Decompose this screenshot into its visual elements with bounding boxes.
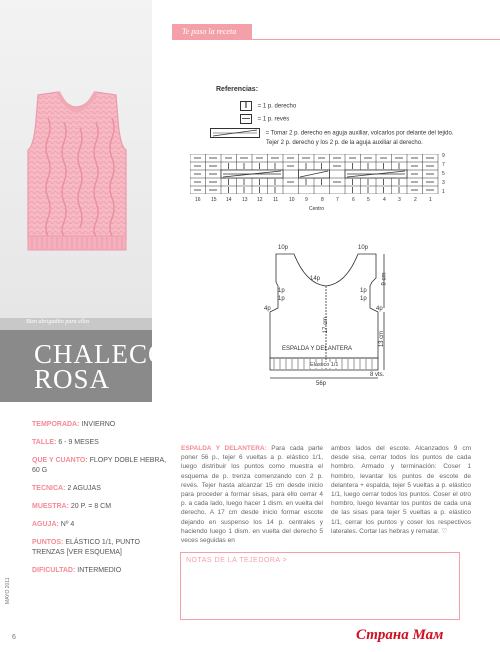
- cable-symbol: [210, 128, 260, 138]
- page-title: [34, 339, 169, 394]
- vest-schematic: [246, 240, 406, 395]
- col-number: 6: [352, 197, 355, 203]
- title-line-1: CHALECO: [34, 339, 169, 369]
- dim-bottom: 56p: [316, 381, 327, 387]
- col-number: 3: [398, 197, 401, 203]
- col-number: 16: [195, 197, 201, 203]
- row-number: 1: [442, 189, 445, 195]
- dim-9cm: 9 cm: [381, 272, 388, 286]
- col-number: 7: [336, 197, 339, 203]
- ref-purl: [240, 114, 289, 124]
- col-number: 13: [242, 197, 248, 203]
- dim-right-4p: 4p: [376, 306, 383, 312]
- section-tab: Te paso la receta: [172, 24, 252, 40]
- row-number: 3: [442, 180, 445, 186]
- instructions-lead: ESPALDA Y DELANTERA:: [181, 445, 267, 452]
- stitch-chart: [190, 154, 440, 199]
- col-number: 10: [289, 197, 295, 203]
- col-number: 8: [321, 197, 324, 203]
- col-number: 11: [273, 197, 279, 203]
- row-number: 5: [442, 171, 445, 177]
- knit-symbol: I: [240, 101, 252, 111]
- spec-materiales: QUE Y CUANTO: FLOPY DOBLE HEBRA, 60 G: [32, 457, 167, 474]
- dim-left-1p-a: 1p: [278, 288, 285, 294]
- spec-tecnica: TECNICA: 2 AGUJAS: [32, 485, 101, 492]
- spec-aguja: AGUJA: Nº 4: [32, 521, 75, 528]
- vest-photo: [0, 0, 152, 325]
- dim-neck: 14p: [310, 276, 321, 282]
- col-number: 15: [211, 197, 217, 203]
- col-number: 14: [226, 197, 232, 203]
- col-number: 5: [367, 197, 370, 203]
- section-rule: [252, 39, 500, 40]
- dim-right-1p-a: 1p: [360, 288, 367, 294]
- col-number: 1: [429, 197, 432, 203]
- col-number: 4: [383, 197, 386, 203]
- dim-top-left: 10p: [278, 245, 289, 251]
- references-title: Referencias:: [216, 86, 259, 93]
- photo-caption: Bien abrigadito para ellos: [26, 319, 90, 325]
- ref-cable: [210, 128, 454, 138]
- row-number: 7: [442, 162, 445, 168]
- row-number: 9: [442, 153, 445, 159]
- col-number: 9: [305, 197, 308, 203]
- instructions-col-1: [181, 444, 323, 545]
- purl-symbol: —: [242, 114, 250, 123]
- specs-list: [32, 420, 172, 584]
- page-number: 6: [12, 634, 16, 641]
- instructions-col-2: ambos lados del escote. Alcanzados 9 cm desde sisa, cerrar todos los puntos de cada hombro. Armado y terminación: Coser 1 hombro, levantar los puntos de escote de delantera + espalda, tejer 5 vueltas a p. elástico 1/1, luego cerrar todos los puntos. Coser el otro hombro, luego levantar los puntos de cada una de las sisas para tejer 5 vueltas a p. elástico 1/1, cerrar los puntos y coser los respectivos laterales. Cortar las hebras y rematar. ♡: [331, 445, 471, 535]
- ref-knit: [240, 101, 296, 111]
- centro-label: Centro: [309, 206, 325, 212]
- stitch-chart-grid: [190, 154, 440, 194]
- ref-cable-text-2: Tejer 2 p. derecho y los 2 p. de la aguja auxiliar al derecho.: [266, 140, 423, 146]
- rib-rows: 8 vts.: [370, 372, 385, 378]
- ref-purl-text: = 1 p. revés: [257, 116, 290, 123]
- spec-dificultad: DIFICULTAD: INTERMEDIO: [32, 567, 122, 574]
- site-watermark: Страна Мам: [356, 627, 444, 643]
- ref-knit-text: = 1 p. derecho: [257, 103, 297, 110]
- instructions-text-1: Para cada parte poner 56 p., tejer 6 vueltas a p. elástico 1/1, luego distribuir los puntos como muestra el esquema de p. trenza comenzando con 2 p. revés. Tejer hasta alcanzar 15 cm desde inicio para proceder a formar sisas, para ello cerrar 4 p. a cada lado, luego hacer 1 dism. en vuelta del derecho. A 17 cm desde inicio formar escote dejando en suspenso los 14 p. centrales y haciendo luego 1 dism. en vuelta del derecho 5 veces seguidas en: [181, 445, 324, 545]
- spec-talle: TALLE: 6 - 9 MESES: [32, 439, 99, 446]
- rib-label: Elástico 1/1: [310, 362, 339, 368]
- spec-muestra: MUESTRA: 20 P. = 8 CM: [32, 503, 112, 510]
- dim-left-1p-b: 1p: [278, 296, 285, 302]
- notes-label: NOTAS DE LA TEJEDORA >: [186, 557, 288, 564]
- title-line-2: ROSA: [34, 364, 111, 394]
- pink-vest-image: [0, 0, 152, 318]
- spec-temporada: TEMPORADA: INVIERNO: [32, 421, 116, 428]
- dim-13cm: 13 cm: [379, 330, 386, 348]
- col-number: 12: [257, 197, 263, 203]
- col-number: 2: [414, 197, 417, 203]
- chart-row-numbers: [442, 152, 445, 197]
- dim-left-4p: 4p: [264, 306, 271, 312]
- spec-puntos: PUNTOS: ELÁSTICO 1/1, PUNTO TRENZAS [VER ESQUEMA]: [32, 539, 140, 556]
- dim-17cm: 17 cm: [323, 316, 330, 334]
- dim-right-1p-b: 1p: [360, 296, 367, 302]
- body-label: ESPALDA Y DELANTERA: [282, 346, 353, 352]
- issue-date: MAYO 2011: [5, 577, 11, 604]
- ref-cable-text: = Tomar 2 p. derecho en aguja auxiliar, volcarlos por delante del tejido.: [265, 130, 454, 137]
- dim-top-right: 10p: [358, 245, 369, 251]
